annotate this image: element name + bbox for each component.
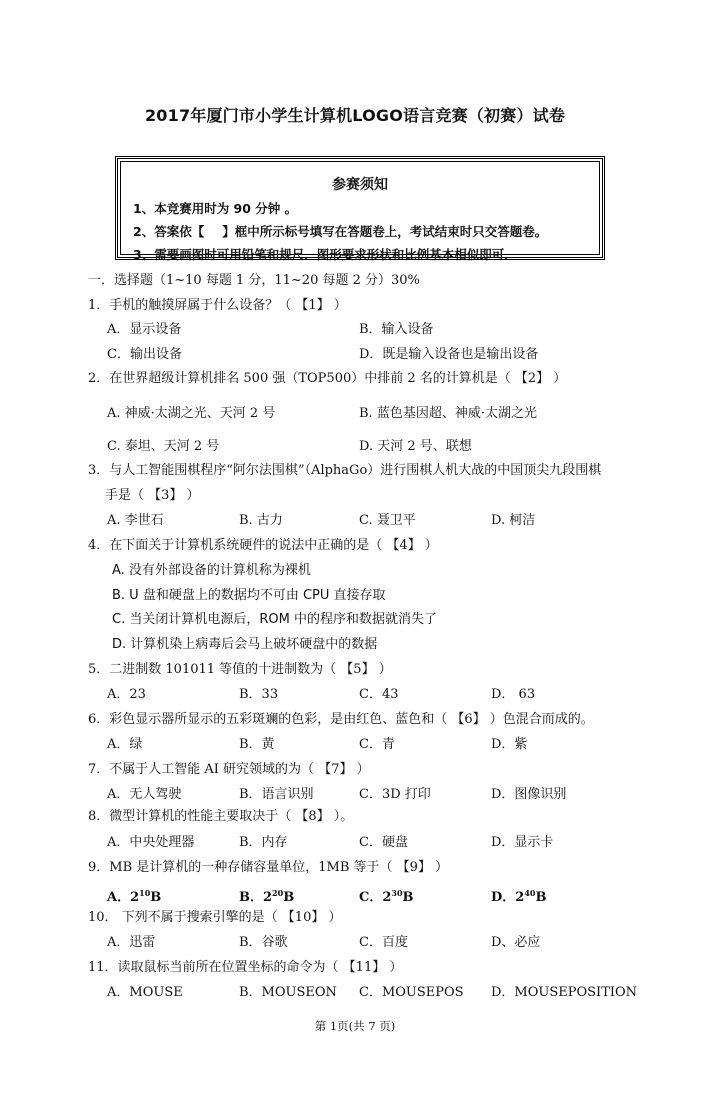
notice-line-1: 1、本竞赛用时为 90 分钟 。 xyxy=(133,201,298,216)
q4-option-d: D. 计算机染上病毒后会马上破坏硬盘中的数据 xyxy=(112,637,378,652)
q9-option-a: A．$2^{10}B$ xyxy=(107,888,162,905)
question-6: 6．彩色显示器所显示的五彩斑斓的色彩，是由红色、蓝色和（ 【6】 ）色混合而成的。 xyxy=(88,712,594,727)
notice-line-2-start: 2、答案依【 xyxy=(133,224,205,239)
q4-option-b: B. U 盘和硬盘上的数据均不可由 CPU 直接存取 xyxy=(112,588,386,603)
notice-heading: 参赛须知 xyxy=(332,177,388,193)
notice-box xyxy=(117,158,603,262)
question-1: 1．手机的触摸屏属于什么设备？（ 【1】 ） xyxy=(88,298,347,313)
page-title: 2017年厦门市小学生计算机LOGO语言竞赛（初赛）试卷 xyxy=(144,106,566,125)
question-8: 8．微型计算机的性能主要取决于（ 【8】 ）。 xyxy=(88,809,354,824)
question-10: 10． 下列不属于搜索引擎的是（ 【10】 ） xyxy=(88,910,342,925)
section-heading: 一．选择题（1~10 每题 1 分，11~20 每题 2 分）30% xyxy=(88,273,420,288)
q2-option-d: D. 天河 2 号、联想 xyxy=(359,439,472,454)
q6-option-b: B．黄 xyxy=(239,737,275,752)
page-footer: 第 1页(共 7 页) xyxy=(314,1019,396,1033)
q10-option-b: B．谷歌 xyxy=(239,935,288,950)
q10-option-a: A．迅雷 xyxy=(107,935,156,950)
q5-option-a: A．23 xyxy=(107,687,146,702)
q10-option-c: C．百度 xyxy=(359,935,408,950)
q1-option-b: B．输入设备 xyxy=(359,322,434,337)
q3-option-a: A. 李世石 xyxy=(107,513,164,528)
q5-option-d: D． 63 xyxy=(491,687,536,702)
q9-option-b: B．$2^{20}B$ xyxy=(239,888,295,905)
notice-line-2 xyxy=(133,222,599,240)
q7-option-c: C．3D 打印 xyxy=(359,787,431,802)
q3-option-c: C. 聂卫平 xyxy=(359,513,416,528)
q8-option-d: D．显示卡 xyxy=(491,835,554,850)
q1-option-d: D．既是输入设备也是输出设备 xyxy=(359,347,539,362)
question-5: 5．二进制数 101011 等值的十进制数为（ 【5】 ） xyxy=(88,662,392,677)
q7-option-a: A．无人驾驶 xyxy=(107,787,182,802)
q3-option-b: B. 古力 xyxy=(239,513,283,528)
question-4: 4．在下面关于计算机系统硬件的说法中正确的是（ 【4】 ） xyxy=(88,538,438,553)
q9-option-d: D．$2^{40}B$ xyxy=(491,888,547,905)
q6-option-d: D．紫 xyxy=(491,737,528,752)
q11-option-c: C．MOUSEPOS xyxy=(359,985,464,1000)
q5-option-b: B．33 xyxy=(239,687,279,702)
question-3: 3．与人工智能围棋程序“阿尔法围棋”（AlphaGo）进行围棋人机大战的中国顶尖九段围棋 xyxy=(88,463,602,478)
q2-option-a: A. 神威·太湖之光、天河 2 号 xyxy=(107,406,276,421)
notice-line-2-end: 】框中所示标号填写在答题卷上，考试结束时只交答题卷。 xyxy=(222,224,548,239)
q8-option-a: A．中央处理器 xyxy=(107,835,195,850)
q7-option-b: B．语言识别 xyxy=(239,787,314,802)
question-7: 7．不属于人工智能 AI 研究领域的为（ 【7】 ） xyxy=(88,762,370,777)
q6-option-a: A．绿 xyxy=(107,737,143,752)
q8-option-c: C．硬盘 xyxy=(359,835,408,850)
q8-option-b: B．内存 xyxy=(239,835,288,850)
q7-option-d: D．图像识别 xyxy=(491,787,567,802)
q1-option-c: C．输出设备 xyxy=(107,347,182,362)
question-2: 2．在世界超级计算机排名 500 强（TOP500）中排前 2 名的计算机是（ 【2】 ） xyxy=(88,371,567,386)
q1-option-a: A．显示设备 xyxy=(107,322,182,337)
question-3-cont: 手是（ 【3】 ） xyxy=(105,488,200,503)
q9-option-c: C．$2^{30}B$ xyxy=(359,888,414,905)
q4-option-c: C. 当关闭计算机电源后，ROM 中的程序和数据就消失了 xyxy=(112,612,437,627)
notice-line-3: 3、需要画图时可用铅笔和规尺．图形要求形状和比例基本相似即可． xyxy=(133,247,517,262)
q10-option-d: D、必应 xyxy=(491,935,541,950)
q5-option-c: C．43 xyxy=(359,687,399,702)
question-11: 11．读取鼠标当前所在位置坐标的命令为（ 【11】 ） xyxy=(88,960,403,975)
q2-option-c: C. 泰坦、天河 2 号 xyxy=(107,439,220,454)
q2-option-b: B. 蓝色基因超、神威·太湖之光 xyxy=(359,406,537,421)
q11-option-d: D．MOUSEPOSITION xyxy=(491,985,638,1000)
q6-option-c: C．青 xyxy=(359,737,395,752)
q11-option-b: B．MOUSEON xyxy=(239,985,337,1000)
q4-option-a: A. 没有外部设备的计算机称为裸机 xyxy=(112,563,311,578)
q3-option-d: D. 柯洁 xyxy=(491,513,536,528)
question-9: 9．MB 是计算机的一种存储容量单位，1MB 等于（ 【9】 ） xyxy=(88,860,449,875)
q11-option-a: A．MOUSE xyxy=(107,985,183,1000)
